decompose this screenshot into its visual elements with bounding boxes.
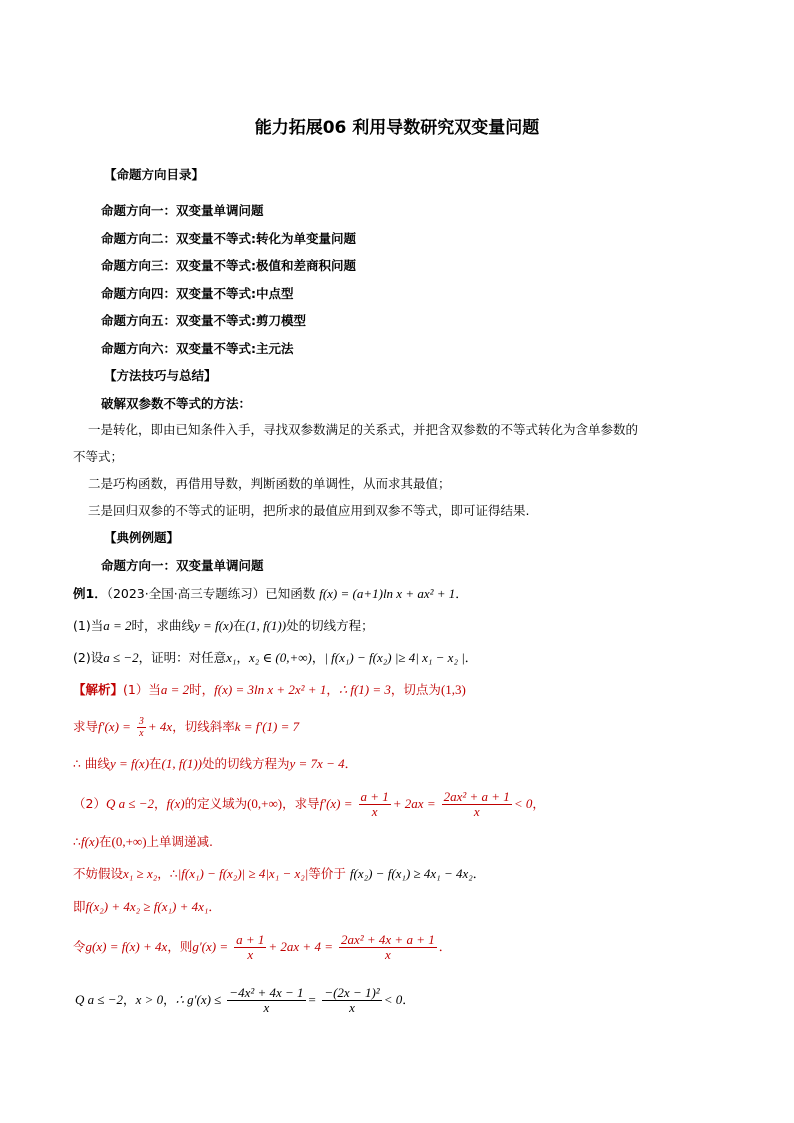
solution-step-3 [73,756,357,772]
math-formula: x > 0 [135,992,164,1007]
text: ． [438,939,452,954]
solution-step-5 [73,834,213,850]
direction-title: 命题方向一：双变量单调问题 [101,558,264,573]
fraction [227,986,305,1015]
math-formula: |f(x₁) − f(x₂)| ≥ 4|x₁ − x₂| [177,866,309,881]
math-formula: + 2ax = [392,796,436,811]
text: 在 [149,756,162,771]
math-formula: (1, f(1)) [245,618,287,633]
text: ． [344,756,358,771]
text: ． [472,866,486,881]
math-formula: y = 7x − 4 [289,756,345,771]
text: ，则 [167,939,193,954]
math-formula: (0,+∞) [247,796,283,811]
method-heading: 【方法技巧与总结】 [104,368,217,383]
math-formula: g′(x) = [192,939,229,954]
math-formula: + 4x [147,719,173,734]
math-formula: f′(x) = [319,796,353,811]
toc-item: 命题方向五：双变量不等式:剪刀模型 [101,313,306,328]
math-formula: k = f′(1) = 7 [234,719,300,734]
fraction [322,986,381,1015]
text: 上单调递减. [146,834,214,849]
math-formula: a ≤ −2 [103,650,139,665]
text: ，∴ [157,866,178,881]
method-paragraph: 一是转化，即由已知条件入手，寻找双参数满足的关系式，并把含双参数的不等式转化为含单参数的 [88,422,639,437]
math-formula: f(x) [80,834,99,849]
text: ， [163,992,176,1007]
toc-heading: 【命题方向目录】 [104,167,205,182]
math-formula: a = 2 [103,618,132,633]
math-formula: y = f(x) [109,756,150,771]
text: ， [154,796,167,811]
text: ，切线斜率 [172,719,235,734]
text: 在 [233,618,246,633]
solution-step-1 [73,682,466,698]
math-formula: (1,3) [440,682,466,697]
denominator: x [247,947,254,962]
text: ， [532,796,545,811]
text: 时， [189,682,215,697]
solution-step-2 [73,714,299,740]
fraction [234,933,266,962]
solution-tag: 【解析】 [73,682,124,697]
text: ，证明：对任意 [138,650,227,665]
fraction [339,933,437,962]
example-label: 例1． [73,586,107,601]
solution-step-7 [73,899,221,915]
numerator: a + 1 [360,789,389,804]
fraction [137,716,146,739]
text: (2)设 [73,650,104,665]
math-formula: Q a ≤ −2 [75,992,124,1007]
text: ． [402,992,415,1007]
toc-item: 命题方向一：双变量单调问题 [101,203,264,218]
math-formula: < 0 [383,992,403,1007]
toc-item: 命题方向二：双变量不等式:转化为单变量问题 [101,231,356,246]
math-formula: f(x₂) + 4x₂ ≥ f(x₁) + 4x₁ [85,899,209,914]
fraction [442,790,512,819]
text: 等价于 [308,866,346,881]
text: ， [311,650,325,665]
math-formula: f(x) = 3ln x + 2x² + 1 [214,682,327,697]
math-formula: x₁ ≥ x₂ [123,866,158,881]
example-1-statement [73,586,468,602]
toc-item: 命题方向四：双变量不等式:中点型 [101,286,294,301]
math-formula: g(x) = f(x) + 4x [85,939,168,954]
text: ∴ [73,834,81,849]
text: 处的切线方程为 [201,756,290,771]
method-subheading: 破解双参数不等式的方法： [101,396,252,411]
page-title: 能力拓展06 利用导数研究双变量问题 [254,118,540,138]
denominator: x [139,728,144,739]
math-formula: = [307,992,317,1007]
text: ， [326,682,339,697]
math-formula: f(x₂) − f(x₁) ≥ 4x₁ − 4x₂ [349,866,473,881]
math-formula: ∴ f(1) = 3 [338,682,391,697]
text: 处的切线方程； [286,618,374,633]
denominator: x [384,947,391,962]
text: ． [208,899,221,914]
text: (1）当 [123,682,161,697]
math-formula: + 2ax + 4 = [268,939,333,954]
text: 在 [99,834,112,849]
text: 求导 [73,719,99,734]
text: （2） [73,796,106,811]
text: (1)当 [73,618,104,633]
text: 的定义域为 [184,796,248,811]
numerator: 3 [138,716,144,727]
examples-heading: 【典例例题】 [104,530,180,545]
method-paragraph: 二是巧构函数，再借用导数，判断函数的单调性，从而求其最值； [88,476,451,491]
math-formula: y = f(x) [194,618,234,633]
toc-item: 命题方向六：双变量不等式:主元法 [101,341,294,356]
math-formula: | f(x₁) − f(x₂) |≥ 4| x₁ − x₂ | [324,650,465,665]
math-formula: x₁ [226,650,237,665]
text: ， [236,650,249,665]
numerator: a + 1 [236,932,265,947]
numerator: −4x² + 4x − 1 [229,985,304,1000]
solution-step-6 [73,866,485,882]
math-formula: f′(x) = [98,719,131,734]
denominator: x [349,1000,355,1015]
punct: ． [455,586,468,601]
math-formula: ∴ g′(x) ≤ [175,992,222,1007]
text: ，求导 [282,796,320,811]
method-paragraph: 三是回归双参的不等式的证明，把所求的最值应用到双参不等式，即可证得结果. [88,503,530,518]
numerator: 2ax² + 4x + a + 1 [340,932,435,947]
numerator: −(2x − 1)² [324,985,380,1000]
math-formula: a = 2 [160,682,190,697]
solution-step-9 [75,983,415,1017]
numerator: 2ax² + a + 1 [443,789,510,804]
math-formula: Q a ≤ −2 [105,796,154,811]
text: ， [123,992,136,1007]
text: 令 [73,939,86,954]
question-1 [73,618,374,634]
math-formula: (0,+∞) [111,834,147,849]
text: ，切点为 [390,682,441,697]
math-formula: f(x) [166,796,185,811]
math-formula: (1, f(1)) [161,756,202,771]
denominator: x [263,1000,270,1015]
math-formula: f(x) = (a+1)ln x + ax² + 1 [319,586,456,601]
denominator: x [473,804,480,819]
toc-item: 命题方向三：双变量不等式:极值和差商积问题 [101,258,356,273]
text: 时，求曲线 [131,618,195,633]
text: 即 [73,899,86,914]
question-2 [73,650,477,666]
method-paragraph: 不等式； [73,449,124,464]
text: ． [464,650,478,665]
math-formula: x₂ ∈ (0,+∞) [248,650,312,665]
solution-step-4 [73,787,545,821]
denominator: x [371,804,378,819]
fraction [359,790,391,819]
example-source: （2023·全国·高三专题练习）已知函数 [106,586,316,601]
text: ∴ 曲线 [73,756,110,771]
math-formula: < 0 [513,796,533,811]
text: 不妨假设 [73,866,124,881]
solution-step-8 [73,930,451,964]
